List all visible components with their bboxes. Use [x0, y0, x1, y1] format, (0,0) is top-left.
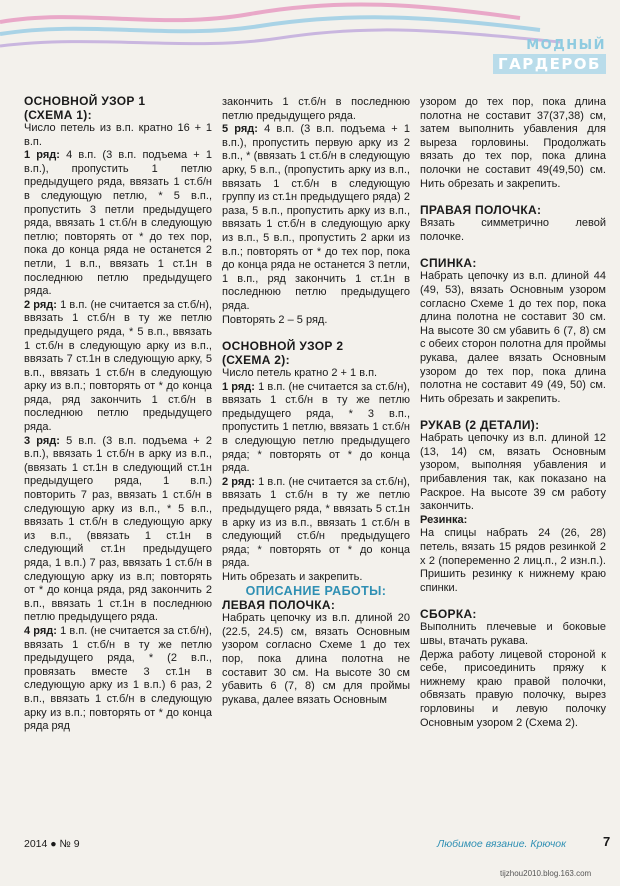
- pattern1-title: ОСНОВНОЙ УЗОР 1: [24, 94, 146, 108]
- source-credit: tijzhou2010.blog.163.com: [500, 869, 592, 878]
- issue-number: 2014 ● № 9: [24, 838, 80, 850]
- pattern2-end: Нить обрезать и закрепить.: [222, 571, 363, 583]
- back-text: Набрать цепочку из в.п. длиной 44 (49, 53), вязать Основным узором согласно Схеме 1 до тех пор, пока длина полотна не составит 30 см. На высоте 30 см убавить 6 (7, 8) см с обеих сторон полотна для проймы рукава, далее вязать Основным узором до тех пор, пока длина полотна не составит 49 (49, 50) см. Нить обрезать и закрепить.: [420, 270, 606, 405]
- pattern2-subtitle: (СХЕМА 2):: [222, 353, 290, 368]
- brand-line2: ГАРДЕРОБ: [493, 54, 606, 74]
- left-front-cont: узором до тех пор, пока длина полотна не составит 37(37,38) см, затем выполнить убавления для выреза горловины. Продолжать вязать до тех пор, пока длина полочки не составит 49(49,50) см. Нить обрезать и закрепить.: [420, 96, 606, 190]
- ribbon-blue: [0, 17, 540, 34]
- column-2: [222, 96, 410, 707]
- pattern2-row1: 1 ряд: 1 в.п. (не считается за ст.б/н), ввязать 1 ст.б/н в ту же петлю предыдущего ряда, * 3 в.п., пропустить 1 петлю, ввязать 1 ст.б/н в следующую петлю предыдущего ряда; * повторять от * до конца ряда.: [222, 380, 410, 475]
- ribbon-lilac: [0, 30, 560, 46]
- pattern1-row4: 4 ряд: 1 в.п. (не считается за ст.б/н), ввязать 1 ст.б/н в ту же петлю предыдущего ряда, * (2 в.п., провязать вместе 3 ст.1н в следующую арку из 1 в.п.) 6 раз, 2 в.п., ввязать 1 ст.б/н в следующую арку из в.п.; повторять от * до конца ряда ряд: [24, 624, 212, 733]
- pattern1-row4-cont: закончить 1 ст.б/н в последнюю петлю предыдущего ряда.: [222, 96, 410, 122]
- assembly-text-2: Держа работу лицевой стороной к себе, присоединить пряжу к нижнему краю правой полочки, обвязать правую полочку, вырез горловины и левую полочку Основным узором 2 (Схема 2).: [420, 648, 606, 729]
- pattern2-intro: Число петель кратно 2 + 1 в.п.: [222, 367, 378, 380]
- right-front-text: Вязать симметрично левой полочке.: [420, 217, 606, 243]
- assembly-title: СБОРКА:: [420, 607, 477, 622]
- section-brand: [493, 38, 606, 74]
- back-title: СПИНКА:: [420, 256, 477, 271]
- work-description-heading: ОПИСАНИЕ РАБОТЫ:: [245, 583, 387, 598]
- pattern1-row3: 3 ряд: 5 в.п. (3 в.п. подъема + 2 в.п.), ввязать 1 ст.б/н в арку из в.п., (ввязать 1 ст.1н в следующий ст.1н предыдущего ряда, 1 в.п.) повторить 7 раз, ввязать 1 ст.б/н в следующую арку из в.п., * 5 в.п., ввязать 1 ст.б/н в следующую арку из в.п., (ввязать 1 ст.1н в следующий ст.1н предыдущего ряда, 1 в.п.) 7 раз, ввязать 1 ст.б/н в следующую арку из в.п; повторять от * до конца ряда, ряд закончить 2 в.п., ввязать 1 ст.1н в последнюю петлю предыдущего ряда.: [24, 434, 213, 624]
- right-front-title: ПРАВАЯ ПОЛОЧКА:: [420, 203, 542, 218]
- sleeve-title: РУКАВ (2 ДЕТАЛИ):: [420, 418, 540, 433]
- sleeve-text: Набрать цепочку из в.п. длиной 12 (13, 14) см, вязать Основным узором, выполняя убавления и прибавления так, как показано на Раскрое. На высоте 39 см работу закончить.: [420, 432, 606, 513]
- left-front-text: Набрать цепочку из в.п. длиной 20 (22.5, 24.5) см, вязать Основным узором согласно Схеме 1 до тех пор, пока длина полотна не составит 30 см. На высоте 30 см убавить 6 (7, 8) см для проймы рукава, далее вязать Основным: [222, 612, 410, 706]
- pattern2-title: ОСНОВНОЙ УЗОР 2: [222, 339, 344, 354]
- left-front-title: ЛЕВАЯ ПОЛОЧКА:: [222, 598, 336, 613]
- column-3: [420, 96, 606, 730]
- brand-line1: МОДНЫЙ: [526, 38, 606, 53]
- page-number: 7: [603, 834, 611, 849]
- pattern1-row1: 1 ряд: 4 в.п. (3 в.п. подъема + 1 в.п.), пропустить 1 петлю предыдущего ряда, ввязать 1 ст.б/н в следующую петлю, * 5 в.п., пропустить 3 петли предыдущего ряда, ввязать 1 ст.б/н в следующую петлю; повторять от * до тех пор, пока до конца ряда не останется 2 петли, 1 в.п., ввязать 1 ст.1н в последнюю петлю предыдущего ряда.: [24, 149, 213, 298]
- pattern2-row2: 2 ряд: 1 в.п. (не считается за ст.б/н), ввязать 1 ст.б/н в ту же петлю предыдущего ряда, * ввязать 5 ст.1н в арку из из в.п., ввязать 1 ст.б/н в следующий ст.б/н предыдущего ряда; * повторять от * до конца ряда.: [222, 475, 410, 570]
- column-1: [24, 94, 212, 734]
- pattern1-row2: 2 ряд: 1 в.п. (не считается за ст.б/н), ввязать 1 ст.б/н в ту же петлю предыдущего ряда, * 5 в.п., ввязать 1 ст.б/н в следующую арку из в.п., ввязать 7 ст.1н в следующую арку, 5 в.п., ввязать 1 ст.б/н в следующую арку из в.п.; повторять от * до конца ряда, ряд закончить 1 ст.б/н в последнюю петлю предыдущего ряда.: [24, 298, 212, 434]
- ribbing-title: Резинка:: [420, 513, 468, 526]
- pattern1-repeat: Повторять 2 – 5 ряд.: [222, 313, 328, 326]
- magazine-title: Любимое вязание. Крючок: [437, 838, 567, 850]
- assembly-text-1: Выполнить плечевые и боковые швы, втачать рукава.: [420, 621, 606, 647]
- pattern1-row5: 5 ряд: 4 в.п. (3 в.п. подъема + 1 в.п.), пропустить первую арку из 2 в.п., * (ввязать 1 ст.б/н в следующую арку, 5 в.п., (пропустить арку из в.п., ввязать 1 ст.б/н в следующую группу из ст.1н предыдущего ряда) 2 раза, 5 в.п., пропустить арку из в.п., ввязать 1 ст.б/н в следующую арку из в.п., 5 в.п., пропустить 2 арки из в.п.; повторять от * до тех пор, пока до конца ряда не останется 3 петли, 1 в.п., ряд закончить 1 ст.1н в последнюю петлю предыдущего ряда.: [222, 123, 411, 312]
- pattern1-subtitle: (СХЕМА 1):: [24, 108, 92, 122]
- pattern1-intro: Число петель из в.п. кратно 16 + 1 в.п.: [24, 122, 212, 148]
- ribbing-text: На спицы набрать 24 (26, 28) петель, вязать 15 рядов резинкой 2 х 2 (попеременно 2 лиц.п., 2 изн.п.). Пришить резинку к нижнему краю спинки.: [420, 527, 606, 594]
